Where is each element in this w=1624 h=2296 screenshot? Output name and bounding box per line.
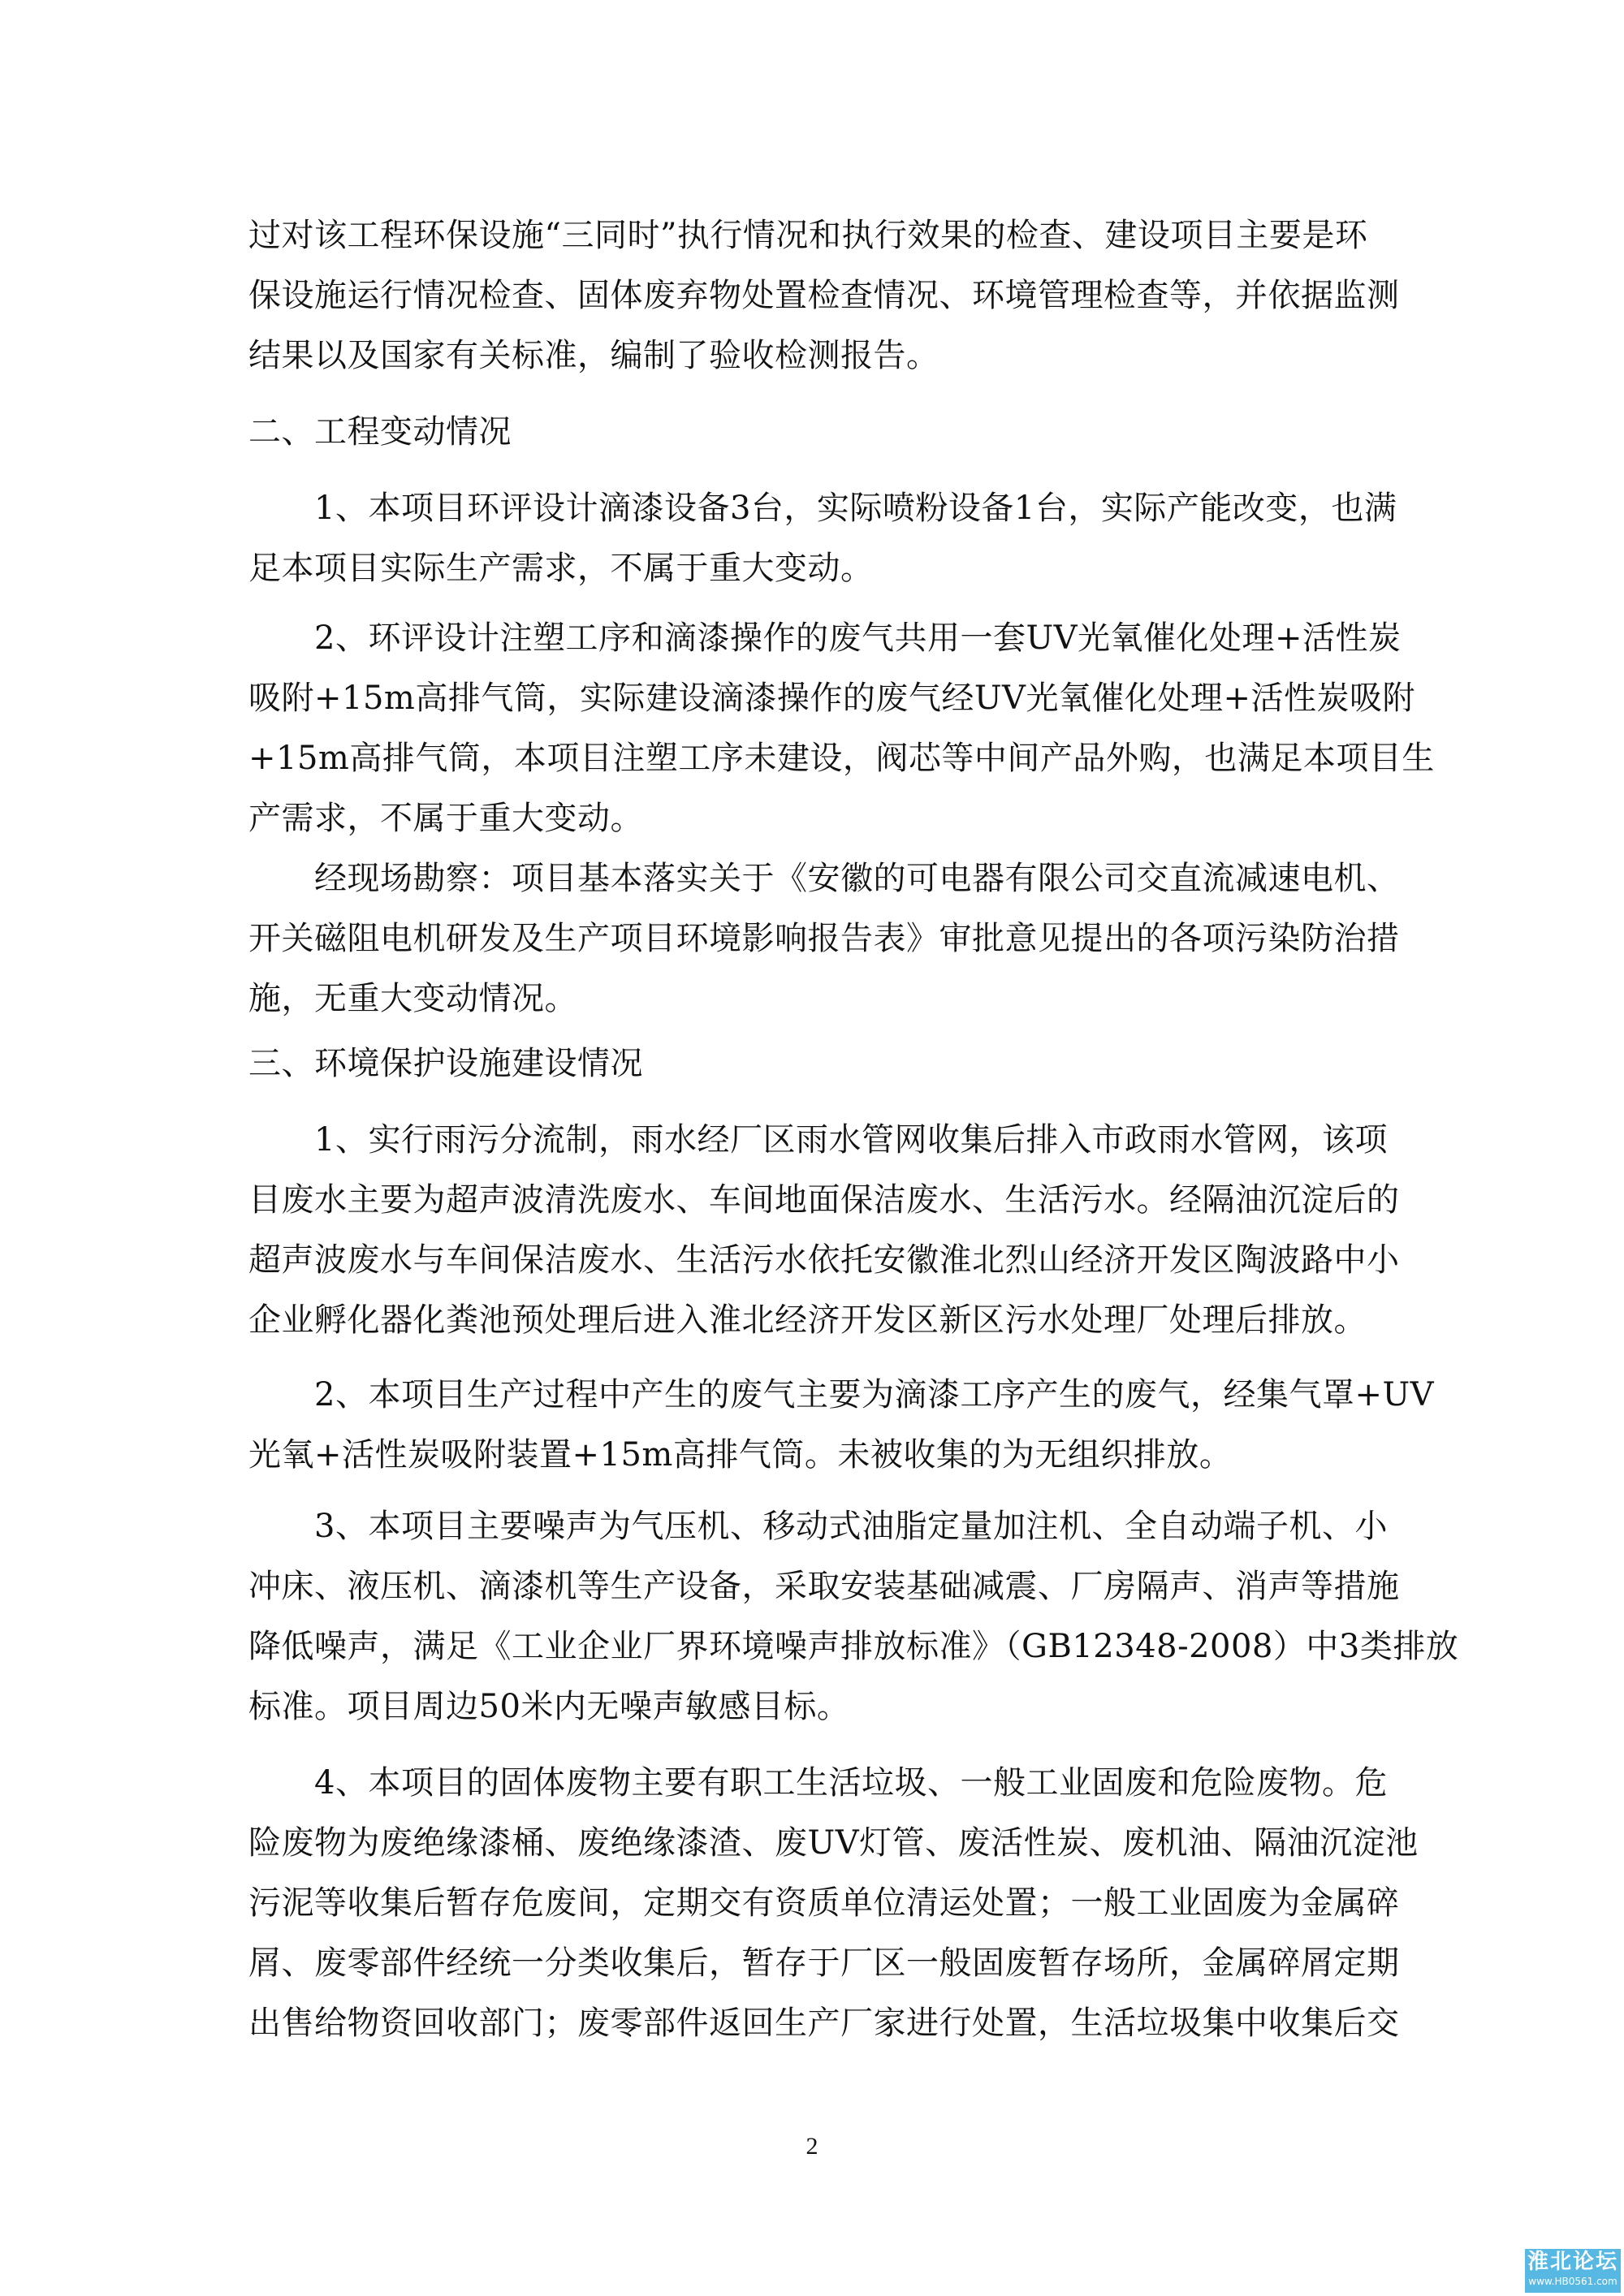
section-heading: 二、工程变动情况 xyxy=(248,413,512,451)
text-line: 标准。项目周边50米内无噪声敏感目标。 xyxy=(248,1688,850,1725)
text-line: 冲床、液压机、滴漆机等生产设备，采取安装基础减震、厂房隔声、消声等措施 xyxy=(248,1568,1400,1605)
text-line: 2、本项目生产过程中产生的废气主要为滴漆工序产生的废气，经集气罩+UV xyxy=(248,1376,1435,1413)
text-line: 出售给物资回收部门；废零部件返回生产厂家进行处置，生活垃圾集中收集后交 xyxy=(248,2005,1400,2042)
text-line: 结果以及国家有关标准，编制了验收检测报告。 xyxy=(248,337,939,374)
text-line: 企业孵化器化粪池预处理后进入淮北经济开发区新区污水处理厂处理后排放。 xyxy=(248,1301,1367,1339)
text-line: 足本项目实际生产需求，不属于重大变动。 xyxy=(248,550,874,587)
text-line: 险废物为废绝缘漆桶、废绝缘漆渣、废UV灯管、废活性炭、废机油、隔油沉淀池 xyxy=(248,1824,1419,1862)
text-line: 保设施运行情况检查、固体废弃物处置检查情况、环境管理检查等，并依据监测 xyxy=(248,277,1400,314)
text-line: +15m高排气筒，本项目注塑工序未建设，阀芯等中间产品外购，也满足本项目生 xyxy=(248,740,1435,777)
text-line: 过对该工程环保设施“三同时”执行情况和执行效果的检查、建设项目主要是环 xyxy=(248,217,1368,254)
text-line: 污泥等收集后暂存危废间，定期交有资质单位清运处置；一般工业固废为金属碎 xyxy=(248,1884,1400,1922)
text-line: 光氧+活性炭吸附装置+15m高排气筒。未被收集的为无组织排放。 xyxy=(248,1436,1233,1474)
page-number: 2 xyxy=(806,2133,818,2160)
text-line: 3、本项目主要噪声为气压机、移动式油脂定量加注机、全自动端子机、小 xyxy=(248,1508,1388,1545)
text-line: 目废水主要为超声波清洗废水、车间地面保洁废水、生活污水。经隔油沉淀后的 xyxy=(248,1181,1400,1219)
text-line: 屑、废零部件经统一分类收集后，暂存于厂区一般固废暂存场所，金属碎屑定期 xyxy=(248,1944,1400,1982)
watermark-url: www.HB0561.com xyxy=(1528,2276,1618,2287)
watermark-title: 淮北论坛 xyxy=(1527,2250,1618,2274)
text-line: 吸附+15m高排气筒，实际建设滴漆操作的废气经UV光氧催化处理+活性炭吸附 xyxy=(248,680,1415,717)
text-line: 4、本项目的固体废物主要有职工生活垃圾、一般工业固废和危险废物。危 xyxy=(248,1764,1388,1802)
text-line: 产需求，不属于重大变动。 xyxy=(248,800,643,837)
text-line: 超声波废水与车间保洁废水、生活污水依托安徽淮北烈山经济开发区陶波路中小 xyxy=(248,1241,1400,1279)
text-line: 开关磁阻电机研发及生产项目环境影响报告表》审批意见提出的各项污染防治措 xyxy=(248,920,1400,957)
text-line: 施，无重大变动情况。 xyxy=(248,980,577,1017)
text-line: 1、实行雨污分流制，雨水经厂区雨水管网收集后排入市政雨水管网，该项 xyxy=(248,1121,1388,1159)
text-line: 经现场勘察：项目基本落实关于《安徽的可电器有限公司交直流减速电机、 xyxy=(248,860,1400,897)
text-line: 降低噪声，满足《工业企业厂界环境噪声排放标准》（GB12348-2008）中3类排放 xyxy=(248,1628,1459,1665)
text-line: 2、环评设计注塑工序和滴漆操作的废气共用一套UV光氧催化处理+活性炭 xyxy=(248,619,1402,657)
text-line: 1、本项目环评设计滴漆设备3台，实际喷粉设备1台，实际产能改变，也满 xyxy=(248,490,1397,527)
site-watermark-logo xyxy=(1525,2249,1621,2293)
section-heading: 三、环境保护设施建设情况 xyxy=(248,1045,643,1082)
